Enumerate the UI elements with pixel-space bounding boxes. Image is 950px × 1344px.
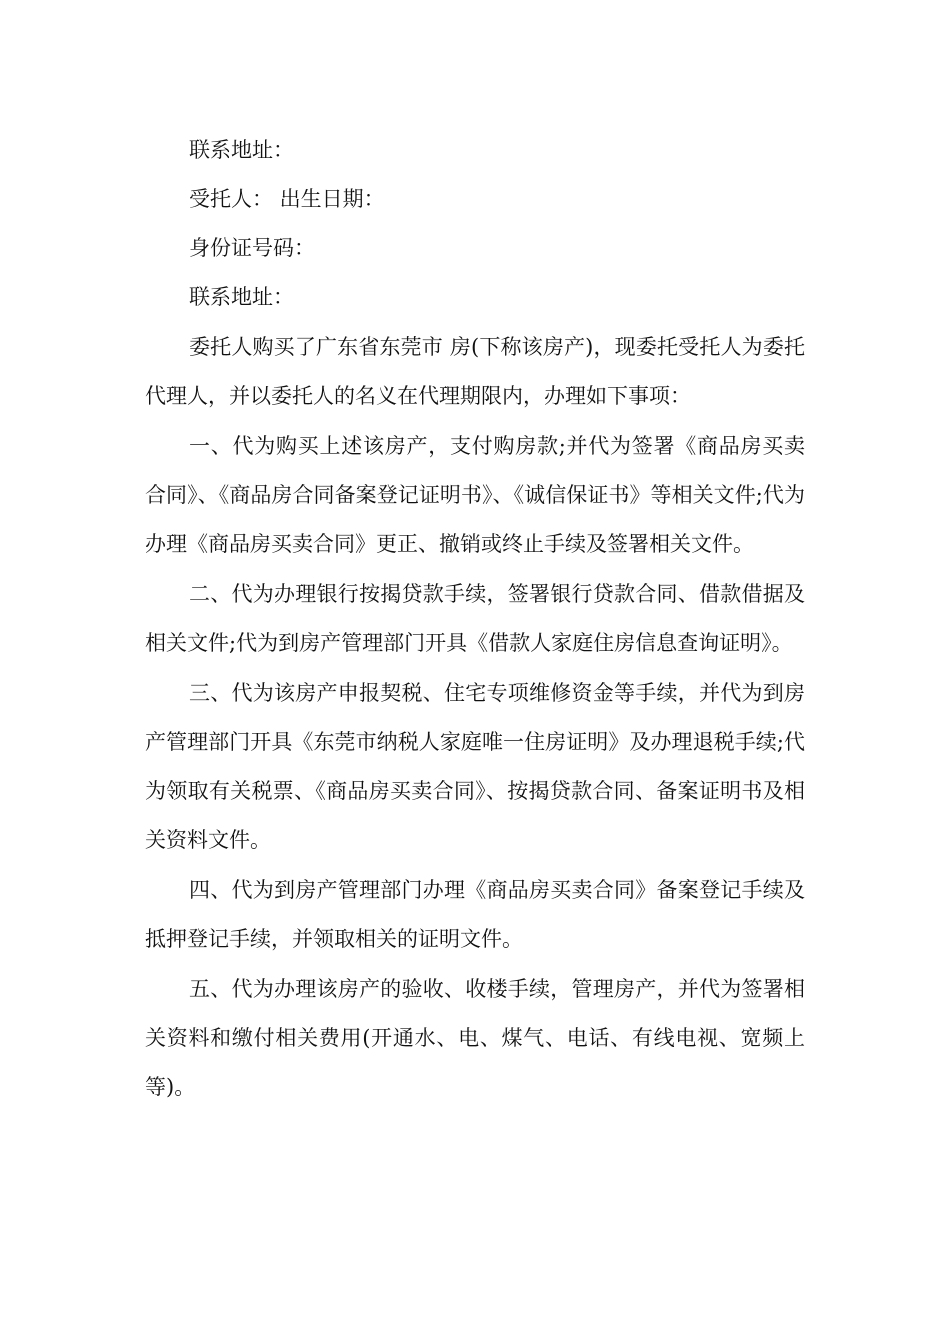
document-body	[145, 126, 805, 1112]
contact-address-line: 联系地址：	[189, 138, 294, 162]
item-2-paragraph: 二、代为办理银行按揭贷款手续，签署银行贷款合同、借款借据及相关文件;代为到房产管理部门开具《借款人家庭住房信息查询证明》。	[145, 582, 805, 655]
trustee-contact-address-line: 联系地址：	[189, 285, 294, 309]
item-4-paragraph: 四、代为到房产管理部门办理《商品房买卖合同》备案登记手续及抵押登记手续，并领取相关的证明文件。	[145, 878, 805, 951]
item-5-paragraph: 五、代为办理该房产的验收、收楼手续，管理房产，并代为签署相关资料和缴付相关费用(开通水、电、煤气、电话、有线电视、宽频上等)。	[145, 977, 805, 1099]
intro-paragraph: 委托人购买了广东省东莞市 房(下称该房产)，现委托受托人为委托代理人，并以委托人的名义在代理期限内，办理如下事项：	[145, 335, 805, 408]
item-1-paragraph: 一、代为购买上述该房产，支付购房款;并代为签署《商品房买卖合同》、《商品房合同备案登记证明书》、《诚信保证书》等相关文件;代为办理《商品房买卖合同》更正、撤销或终止手续及签署相关文件。	[145, 434, 805, 556]
id-number-line: 身份证号码：	[189, 236, 315, 260]
item-3-paragraph: 三、代为该房产申报契税、住宅专项维修资金等手续，并代为到房产管理部门开具《东莞市纳税人家庭唯一住房证明》及办理退税手续;代为领取有关税票、《商品房买卖合同》、按揭贷款合同、备案证明书及相关资料文件。	[145, 681, 805, 852]
trustee-line: 受托人： 出生日期：	[189, 187, 385, 211]
